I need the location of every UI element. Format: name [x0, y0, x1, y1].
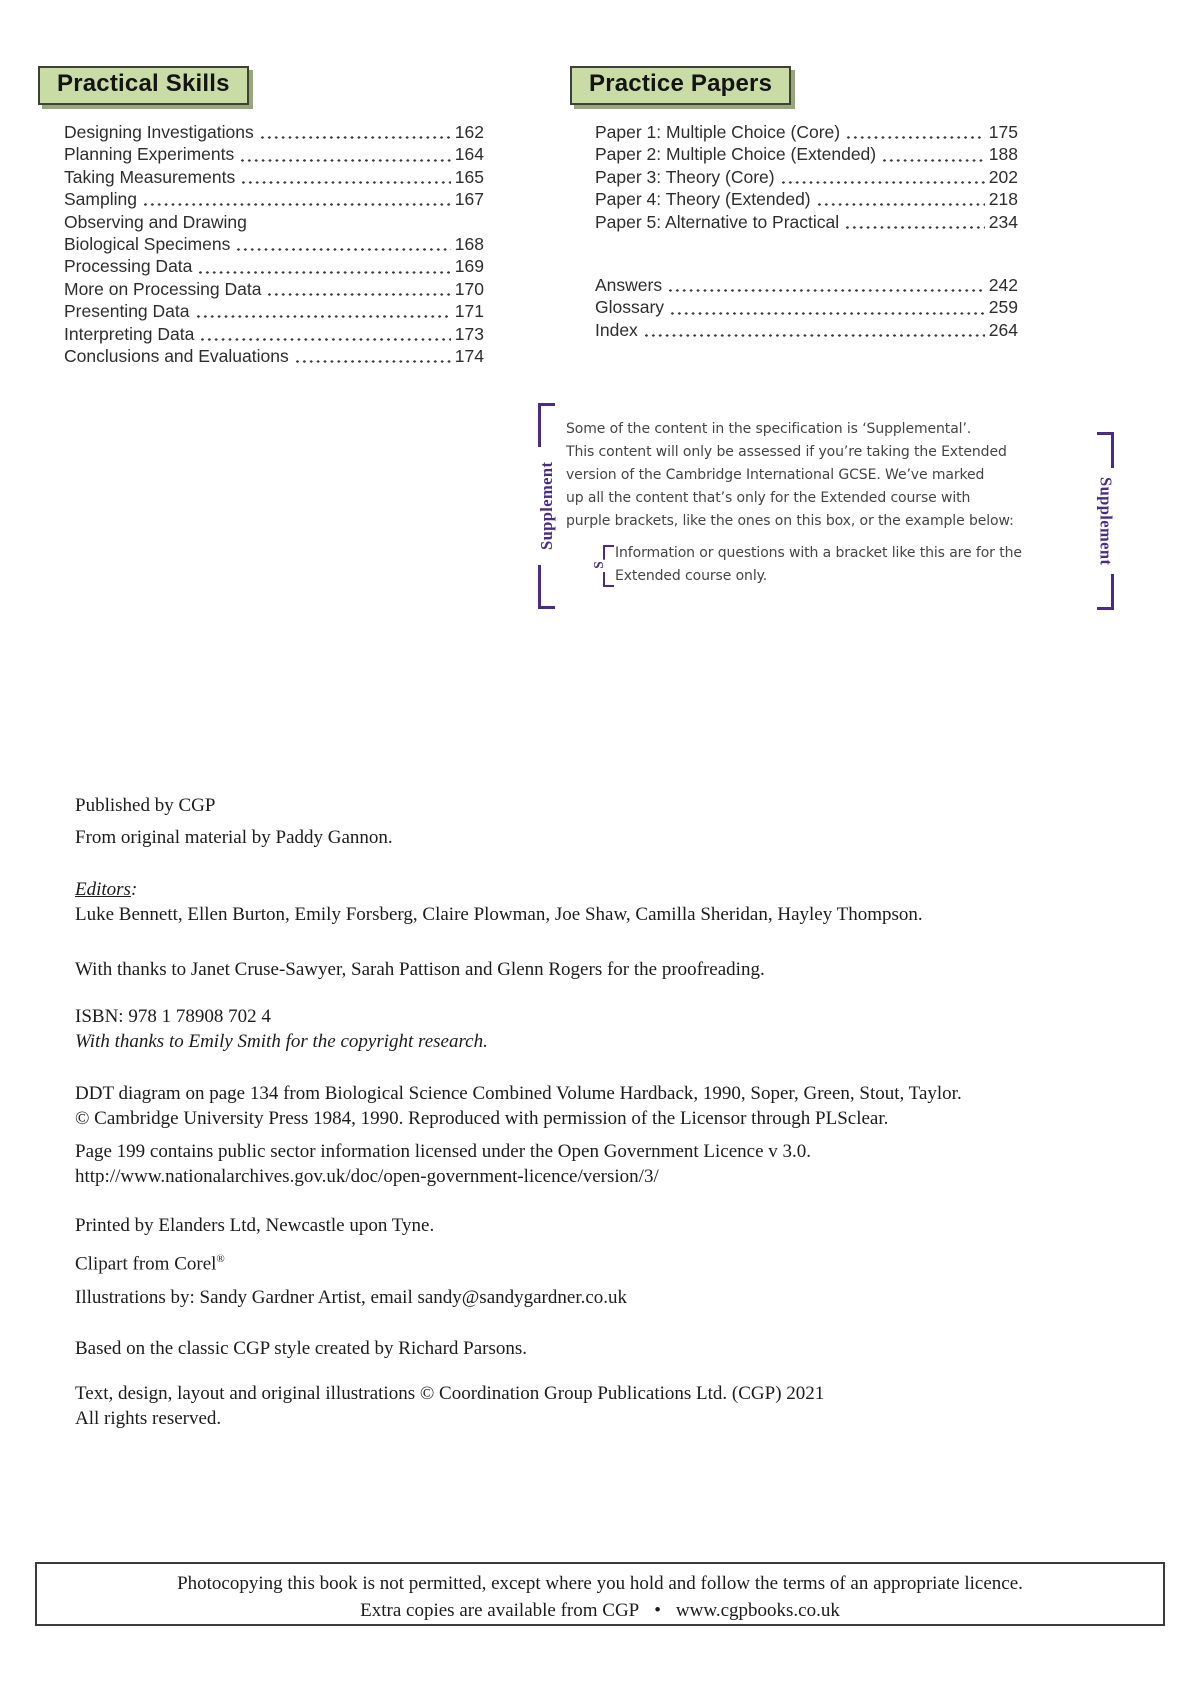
- toc-entry: [64, 233, 484, 255]
- bracket-corner: [538, 403, 555, 447]
- page-number: 162: [454, 122, 484, 142]
- entry-label: Processing Data: [64, 256, 193, 277]
- dot-leader: [261, 278, 454, 300]
- supplement-text-line: purple brackets, like the ones on this box, or the example below:: [566, 513, 1014, 529]
- toc-entry: [595, 211, 1018, 233]
- page-number: 175: [988, 122, 1018, 142]
- dot-leader: [234, 143, 455, 165]
- entry-label: Observing and Drawing: [64, 211, 247, 232]
- supplement-example-line: Information or questions with a bracket like this are for the: [615, 545, 1022, 561]
- page-number: 165: [454, 166, 484, 187]
- page-number: 188: [988, 144, 1018, 165]
- page-number: 218: [988, 189, 1018, 210]
- dot-leader: [839, 211, 989, 233]
- page-number: 171: [454, 301, 484, 322]
- supplement-text: [566, 418, 1114, 588]
- entry-label: Biological Specimens: [64, 234, 231, 255]
- dot-leader: [664, 296, 989, 318]
- proofreading-line: With thanks to Janet Cruse-Sawyer, Sarah Pattison and Glenn Rogers for the proofreading.: [75, 959, 765, 980]
- printed-by-line: Printed by Elanders Ltd, Newcastle upon Tyne.: [75, 1215, 435, 1236]
- page-number: 173: [454, 323, 484, 344]
- based-on-line: Based on the classic CGP style created by Richard Parsons.: [75, 1338, 528, 1360]
- page-number: 264: [988, 319, 1018, 340]
- entry-label: Paper 3: Theory (Core): [595, 166, 775, 187]
- ddt-credit-line1: DDT diagram on page 134 from Biological Science Combined Volume Hardback, 1990, Soper, Green, Stout, Taylor.: [75, 1083, 962, 1104]
- supplement-side-label-right: Supplement: [1096, 476, 1116, 566]
- toc-entry: [595, 274, 1018, 296]
- toc-entry: [595, 319, 1018, 341]
- supplement-note: [538, 398, 1114, 616]
- dot-leader: [876, 143, 989, 165]
- clipart-text: Clipart from Corel: [75, 1253, 217, 1275]
- practical-skills-section: [38, 66, 484, 367]
- dot-leader: [638, 319, 989, 341]
- toc-entry: [595, 188, 1018, 210]
- practical-skills-list: [38, 121, 484, 367]
- editors-heading-line: [75, 877, 1085, 902]
- supplement-example: [591, 542, 1114, 588]
- page-number: 164: [454, 144, 484, 165]
- copyright-line1: Text, design, layout and original illustrations © Coordination Group Publications Ltd. (CGP) 2021: [75, 1383, 825, 1405]
- photocopying-notice-line1: Photocopying this book is not permitted, except where you hold and follow the terms of an appropriate licence.: [177, 1573, 1023, 1594]
- toc-entry: [64, 345, 484, 367]
- supplement-side-label-left: Supplement: [536, 461, 556, 551]
- page-number: 242: [988, 275, 1018, 296]
- bracket-corner: [538, 565, 555, 609]
- entry-label: Interpreting Data: [64, 323, 195, 344]
- dot-leader: [194, 323, 454, 345]
- toc-entry: [595, 296, 1018, 318]
- entry-label: Paper 5: Alternative to Practical: [595, 211, 840, 232]
- ogl-licence-line: Page 199 contains public sector information licensed under the Open Government Licence v 3.0.: [75, 1141, 812, 1162]
- practice-papers-title-box: [570, 66, 791, 105]
- bracket-corner: [1097, 432, 1114, 468]
- toc-entry: [595, 166, 1018, 188]
- toc-entry: [64, 188, 484, 210]
- practical-skills-title-box: [38, 66, 249, 105]
- editors-heading: Editors: [75, 879, 131, 900]
- entry-label: Index: [595, 319, 638, 340]
- isbn-line: ISBN: 978 1 78908 702 4: [75, 1006, 271, 1027]
- supplement-example-marker: S: [587, 559, 610, 570]
- page-number: 167: [454, 189, 484, 210]
- toc-entry: [64, 121, 484, 143]
- bullet-separator: •: [654, 1600, 661, 1621]
- toc-entry: [64, 166, 484, 188]
- practice-papers-list: [570, 121, 1018, 341]
- supplement-text-line: This content will only be assessed if you’re taking the Extended: [566, 444, 1007, 460]
- toc-entry: [64, 143, 484, 165]
- toc-entry: [595, 121, 1018, 143]
- copyright-research-line: With thanks to Emily Smith for the copyright research.: [75, 1031, 488, 1052]
- toc-entry: [64, 255, 484, 277]
- photocopying-notice-line2: [37, 1597, 1163, 1624]
- dot-leader: [192, 255, 454, 277]
- dot-leader: [289, 345, 455, 367]
- supplement-text-line: up all the content that’s only for the Extended course with: [566, 490, 971, 506]
- section-title: Practical Skills: [57, 70, 230, 97]
- supplement-example-line: Extended course only.: [615, 568, 768, 584]
- toc-entry: [595, 143, 1018, 165]
- editors-colon: :: [130, 879, 138, 900]
- entry-label: Presenting Data: [64, 301, 190, 322]
- back-matter-list: [595, 274, 1018, 341]
- supplement-text-line: version of the Cambridge International GCSE. We’ve marked: [566, 467, 985, 483]
- toc-entry: [64, 278, 484, 300]
- photocopying-notice-box: [35, 1562, 1165, 1626]
- ogl-licence-url: http://www.nationalarchives.gov.uk/doc/open-government-licence/version/3/: [75, 1166, 659, 1187]
- page-number: 170: [454, 278, 484, 299]
- entry-label: Paper 2: Multiple Choice (Extended): [595, 144, 877, 165]
- dot-leader: [230, 233, 454, 255]
- ddt-credit-line2: © Cambridge University Press 1984, 1990. Reproduced with permission of the Licensor through PLSclear.: [75, 1108, 889, 1129]
- page-number: 202: [988, 166, 1018, 187]
- entry-label: Designing Investigations: [64, 122, 254, 142]
- illustrations-line: Illustrations by: Sandy Gardner Artist, email sandy@sandygardner.co.uk: [75, 1287, 628, 1309]
- dot-leader: [811, 188, 989, 210]
- original-material-line: From original material by Paddy Gannon.: [75, 827, 393, 848]
- toc-entry: [64, 300, 484, 322]
- page-number: 169: [454, 256, 484, 277]
- entry-label: Planning Experiments: [64, 144, 235, 165]
- published-by-line: Published by CGP: [75, 795, 216, 816]
- entry-label: Glossary: [595, 297, 665, 318]
- supplement-bracket-left: [538, 403, 555, 609]
- dot-leader: [137, 188, 455, 210]
- supplement-text-line: Some of the content in the specification is ‘Supplemental’.: [566, 421, 972, 437]
- copyright-line2: All rights reserved.: [75, 1408, 222, 1430]
- entry-label: Paper 1: Multiple Choice (Core): [595, 122, 841, 142]
- entry-label: Paper 4: Theory (Extended): [595, 189, 811, 210]
- colophon: [75, 783, 1085, 1431]
- clipart-line: [75, 1247, 1085, 1276]
- entry-label: Taking Measurements: [64, 166, 236, 187]
- toc-entry: [64, 323, 484, 345]
- section-title: Practice Papers: [589, 70, 773, 97]
- dot-leader: [235, 166, 455, 188]
- extra-copies-text: Extra copies are available from CGP: [360, 1600, 640, 1621]
- entry-label: Answers: [595, 275, 663, 296]
- page-number: 259: [988, 297, 1018, 318]
- entry-label: Conclusions and Evaluations: [64, 346, 289, 367]
- entry-label: Sampling: [64, 189, 137, 210]
- page-number: 174: [454, 346, 484, 367]
- page-number: 168: [454, 234, 484, 255]
- dot-leader: [254, 121, 455, 143]
- cgp-website-url: www.cgpbooks.co.uk: [675, 1600, 840, 1621]
- entry-label: More on Processing Data: [64, 278, 262, 299]
- dot-leader: [840, 121, 989, 143]
- registered-mark: ®: [216, 1253, 225, 1265]
- dot-leader: [190, 300, 455, 322]
- dot-leader: [662, 274, 989, 296]
- toc-entry: [64, 211, 484, 233]
- page-number: 234: [988, 211, 1018, 232]
- practice-papers-section: [570, 66, 1018, 341]
- editors-names-line: Luke Bennett, Ellen Burton, Emily Forsberg, Claire Plowman, Joe Shaw, Camilla Sheridan, Hayley Thompson.: [75, 904, 923, 925]
- dot-leader: [775, 166, 989, 188]
